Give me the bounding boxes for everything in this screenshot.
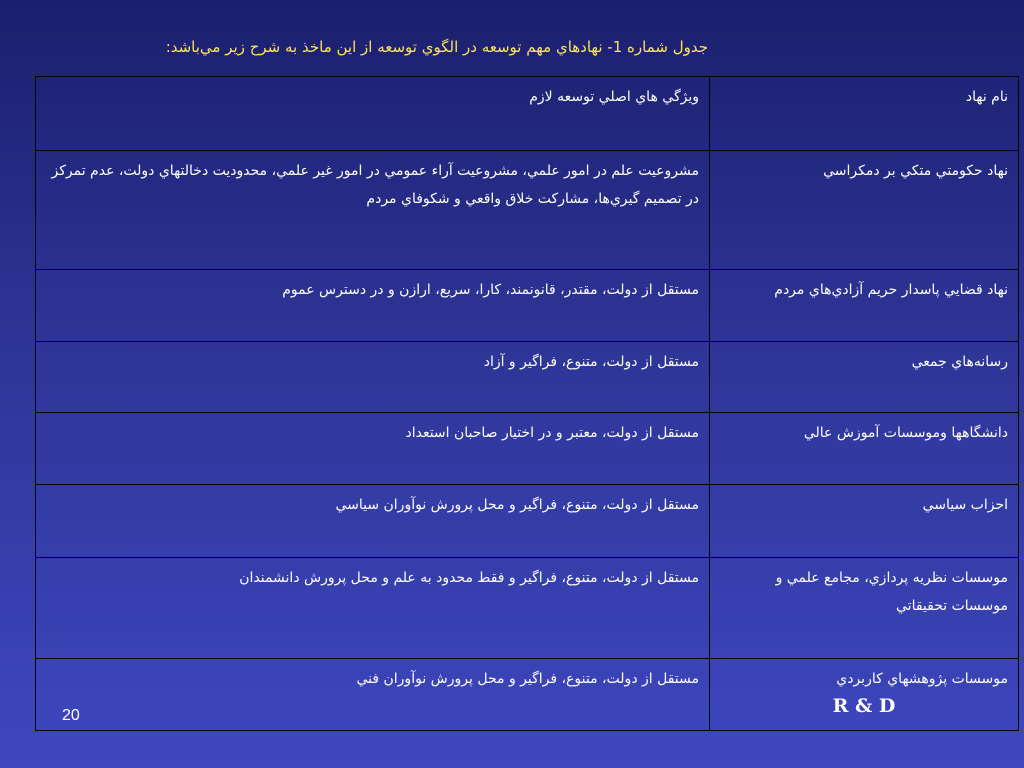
table-row (36, 270, 1019, 342)
table-row (36, 558, 1019, 659)
table-row (36, 342, 1019, 413)
institution-features-cell: مستقل از دولت، معتبر و در اختيار صاحبان استعداد (36, 413, 710, 485)
institution-features-cell: مستقل از دولت، مقتدر، قانونمند، كارا، سريع، ارازن و در دسترس عموم (36, 270, 710, 342)
institutions-table (35, 76, 1019, 731)
institution-name-cell (710, 659, 1019, 731)
institution-features-cell: مستقل از دولت، متنوع، فراگير و محل پرورش نوآوران سياسي (36, 485, 710, 558)
rd-label: R & D (832, 695, 896, 717)
institution-features-cell: مستقل از دولت، متنوع، فراگير و محل پرورش نوآوران فني (36, 659, 710, 731)
institution-features-cell: مستقل از دولت، متنوع، فراگير و فقط محدود به علم و محل پرورش دانشمندان (36, 558, 710, 659)
table-row (36, 485, 1019, 558)
header-features-cell: ويژگي هاي اصلي توسعه لازم (36, 77, 710, 151)
table-row (36, 659, 1019, 731)
institution-name-text: موسسات پژوهشهاي كاربردي (836, 671, 1008, 687)
page-number: 20 (62, 707, 80, 724)
institution-name-cell: نهاد حكومتي متكي بر دمكراسي (710, 151, 1019, 270)
institution-name-cell: موسسات نظريه پردازي، مجامع علمي و موسسات تحقيقاتي (710, 558, 1019, 659)
institution-name-cell: نهاد قضايي پاسدار حريم آزادي‌هاي مردم (710, 270, 1019, 342)
institution-name-cell: احزاب سياسي (710, 485, 1019, 558)
institution-name-cell: رسانه‌هاي جمعي (710, 342, 1019, 413)
institution-features-cell: مستقل از دولت، متنوع، فراگير و آزاد (36, 342, 710, 413)
institution-name-cell: دانشگاهها وموسسات آموزش عالي (710, 413, 1019, 485)
header-name-cell: نام نهاد (710, 77, 1019, 151)
table-header-row (36, 77, 1019, 151)
institution-features-cell: مشروعيت علم در امور علمي، مشروعيت آراء عمومي در امور غير علمي، محدوديت دخالتهاي دولت، عدم تمركز در تصميم گيري‌ها، مشاركت خلاق واقعي و شكوفاي مردم (36, 151, 710, 270)
table-row (36, 413, 1019, 485)
table-row (36, 151, 1019, 270)
slide-title: جدول شماره 1- نهادهاي مهم توسعه در الگوي توسعه از اين ماخذ به شرح زير مي‌باشد: (165, 38, 708, 56)
